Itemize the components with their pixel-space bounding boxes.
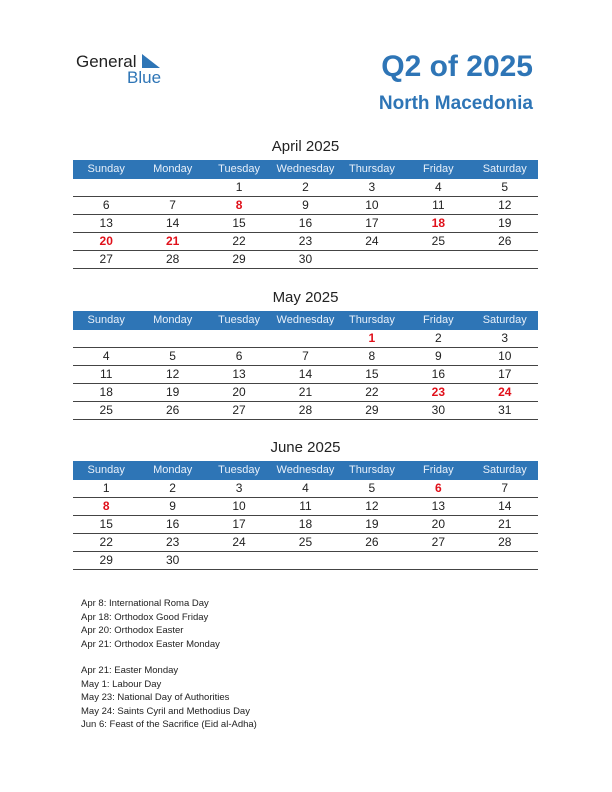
- day-cell: 8: [368, 349, 376, 363]
- day-cell: 9: [302, 198, 309, 212]
- holiday-note: Apr 20: Orthodox Easter: [81, 625, 184, 636]
- day-cell: 3: [235, 481, 243, 495]
- holiday-note: May 1: Labour Day: [81, 678, 162, 690]
- day-cell: 20: [431, 517, 445, 531]
- day-cell: 24: [498, 385, 512, 399]
- week-row: [73, 402, 538, 420]
- week-row: [73, 384, 538, 402]
- day-cell: 18: [99, 385, 113, 399]
- day-cell: 21: [165, 234, 180, 248]
- week-row: [73, 552, 538, 570]
- day-cell: 2: [169, 481, 176, 495]
- day-cell: 11: [432, 198, 445, 212]
- day-cell: [139, 330, 205, 347]
- weekday-label: Friday: [423, 464, 454, 476]
- day-cell: [272, 330, 338, 347]
- day-cell: [339, 251, 405, 268]
- week-row: [73, 330, 538, 348]
- holiday-note: Jun 6: Feast of the Sacrifice (Eid al-Adha): [81, 719, 257, 730]
- day-cell: 24: [232, 535, 246, 549]
- day-cell: 15: [232, 216, 246, 230]
- day-cell: 9: [169, 499, 176, 513]
- weekday-label: Tuesday: [218, 464, 260, 476]
- day-cell: 25: [298, 535, 313, 549]
- month-june: [73, 437, 538, 570]
- day-cell: [206, 330, 272, 347]
- day-cell: 28: [498, 535, 512, 549]
- day-cell: [206, 552, 272, 569]
- weekday-label: Saturday: [482, 464, 527, 476]
- day-cell: 27: [99, 252, 113, 266]
- weekday-label: Wednesday: [276, 163, 335, 175]
- day-cell: 13: [99, 216, 113, 230]
- week-row: [73, 366, 538, 384]
- day-cell: 12: [365, 499, 379, 513]
- day-cell: 1: [235, 180, 243, 194]
- day-cell: 21: [498, 517, 512, 531]
- weekday-header: [73, 311, 538, 330]
- day-cell: 16: [165, 517, 180, 531]
- day-cell: 21: [298, 385, 313, 399]
- day-cell: 17: [365, 216, 379, 230]
- day-cell: 27: [431, 535, 445, 549]
- day-cell: 23: [298, 234, 313, 248]
- day-cell: 25: [431, 234, 445, 248]
- weekday-label: Friday: [423, 163, 454, 175]
- day-cell: 18: [298, 517, 313, 531]
- day-cell: 28: [298, 403, 313, 417]
- week-row: [73, 516, 538, 534]
- day-cell: 19: [365, 517, 379, 531]
- day-cell: [73, 330, 139, 347]
- month-title: June 2025: [270, 439, 341, 456]
- holiday-note: May 23: National Day of Authorities: [81, 692, 230, 703]
- month-title: May 2025: [272, 289, 339, 306]
- day-cell: 30: [165, 553, 180, 567]
- holiday-note: May 24: Saints Cyril and Methodius Day: [81, 705, 250, 717]
- day-cell: 29: [99, 553, 113, 567]
- weekday-label: Sunday: [87, 464, 125, 476]
- weekday-label: Thursday: [348, 314, 395, 326]
- day-cell: 28: [165, 252, 180, 266]
- page-subtitle: North Macedonia: [378, 93, 533, 114]
- day-cell: [272, 552, 338, 569]
- day-cell: 14: [298, 367, 313, 381]
- weekday-label: Monday: [153, 464, 193, 476]
- day-cell: 20: [99, 234, 113, 248]
- weekday-label: Sunday: [87, 314, 125, 326]
- day-cell: 6: [102, 198, 110, 212]
- day-cell: [339, 552, 405, 569]
- page-title: Q2 of 2025: [381, 50, 533, 83]
- day-cell: 29: [232, 252, 246, 266]
- logo-word-blue: Blue: [127, 68, 162, 87]
- day-cell: 5: [501, 180, 509, 194]
- day-cell: 3: [501, 331, 509, 345]
- weekday-label: Wednesday: [276, 314, 335, 326]
- day-cell: 6: [434, 481, 442, 495]
- day-cell: 5: [368, 481, 376, 495]
- day-cell: 29: [365, 403, 379, 417]
- day-cell: 23: [165, 535, 180, 549]
- day-cell: 20: [232, 385, 246, 399]
- day-cell: 30: [298, 252, 313, 266]
- day-cell: 5: [169, 349, 176, 363]
- day-cell: 18: [431, 216, 445, 230]
- weekday-label: Tuesday: [218, 314, 260, 326]
- weekday-label: Saturday: [482, 163, 527, 175]
- day-cell: 9: [434, 349, 442, 363]
- day-cell: 12: [165, 367, 180, 381]
- weekday-header: [73, 160, 538, 179]
- week-row: [73, 215, 538, 233]
- holiday-note: Apr 21: Easter Monday: [81, 665, 179, 676]
- day-cell: 26: [365, 535, 379, 549]
- day-cell: 10: [365, 198, 379, 212]
- day-cell: 4: [434, 180, 442, 194]
- week-row: [73, 498, 538, 516]
- week-row: [73, 233, 538, 251]
- day-cell: 16: [298, 216, 313, 230]
- day-cell: 30: [431, 403, 445, 417]
- month-april: [73, 136, 538, 269]
- day-cell: 14: [498, 499, 512, 513]
- day-cell: 17: [498, 367, 512, 381]
- day-cell: 11: [99, 367, 113, 381]
- day-cell: 7: [501, 481, 509, 495]
- logo: [76, 52, 176, 88]
- day-cell: 22: [232, 234, 246, 248]
- day-cell: 2: [302, 180, 309, 194]
- day-cell: 10: [232, 499, 246, 513]
- week-row: [73, 197, 538, 215]
- holiday-note: Apr 21: Orthodox Easter Monday: [81, 638, 220, 650]
- day-cell: 11: [299, 499, 312, 513]
- day-cell: 22: [365, 385, 379, 399]
- day-cell: 14: [165, 216, 180, 230]
- day-cell: 27: [232, 403, 246, 417]
- day-cell: 2: [434, 331, 442, 345]
- weekday-header: [73, 461, 538, 480]
- day-cell: 19: [165, 385, 180, 399]
- day-cell: 22: [99, 535, 113, 549]
- day-cell: 1: [368, 331, 376, 345]
- day-cell: 19: [498, 216, 512, 230]
- day-cell: 23: [431, 385, 445, 399]
- day-cell: [139, 179, 205, 196]
- weekday-label: Thursday: [348, 163, 395, 175]
- day-cell: [472, 251, 538, 268]
- day-cell: 1: [102, 481, 110, 495]
- day-cell: 17: [232, 517, 246, 531]
- week-row: [73, 348, 538, 366]
- weekday-label: Saturday: [482, 314, 527, 326]
- day-cell: 13: [431, 499, 445, 513]
- week-row: [73, 480, 538, 498]
- day-cell: [405, 552, 471, 569]
- day-cell: 3: [368, 180, 376, 194]
- day-cell: 26: [165, 403, 180, 417]
- weekday-label: Friday: [423, 314, 454, 326]
- day-cell: 15: [365, 367, 379, 381]
- weekday-label: Wednesday: [276, 464, 335, 476]
- day-cell: 26: [498, 234, 512, 248]
- day-cell: 8: [235, 198, 243, 212]
- week-row: [73, 251, 538, 269]
- holiday-note: Apr 8: International Roma Day: [81, 598, 209, 609]
- day-cell: 4: [102, 349, 110, 363]
- weekday-label: Tuesday: [218, 163, 260, 175]
- day-cell: 31: [498, 403, 512, 417]
- month-title: April 2025: [271, 138, 340, 155]
- day-cell: 7: [169, 198, 176, 212]
- day-cell: 24: [365, 234, 379, 248]
- weekday-label: Monday: [153, 163, 193, 175]
- day-cell: [73, 179, 139, 196]
- week-row: [73, 179, 538, 197]
- logo-word-general: General: [76, 52, 137, 71]
- holiday-notes: [81, 597, 257, 732]
- day-cell: 10: [498, 349, 512, 363]
- weekday-label: Monday: [153, 314, 193, 326]
- day-cell: 8: [102, 499, 110, 513]
- day-cell: 6: [235, 349, 243, 363]
- weekday-label: Sunday: [87, 163, 125, 175]
- day-cell: 4: [302, 481, 309, 495]
- month-may: [73, 287, 538, 420]
- day-cell: 16: [431, 367, 445, 381]
- day-cell: [472, 552, 538, 569]
- day-cell: 12: [498, 198, 512, 212]
- day-cell: 25: [99, 403, 113, 417]
- holiday-note: Apr 18: Orthodox Good Friday: [81, 611, 209, 623]
- week-row: [73, 534, 538, 552]
- day-cell: [405, 251, 471, 268]
- day-cell: 7: [302, 349, 309, 363]
- day-cell: 15: [99, 517, 113, 531]
- weekday-label: Thursday: [348, 464, 395, 476]
- day-cell: 13: [232, 367, 246, 381]
